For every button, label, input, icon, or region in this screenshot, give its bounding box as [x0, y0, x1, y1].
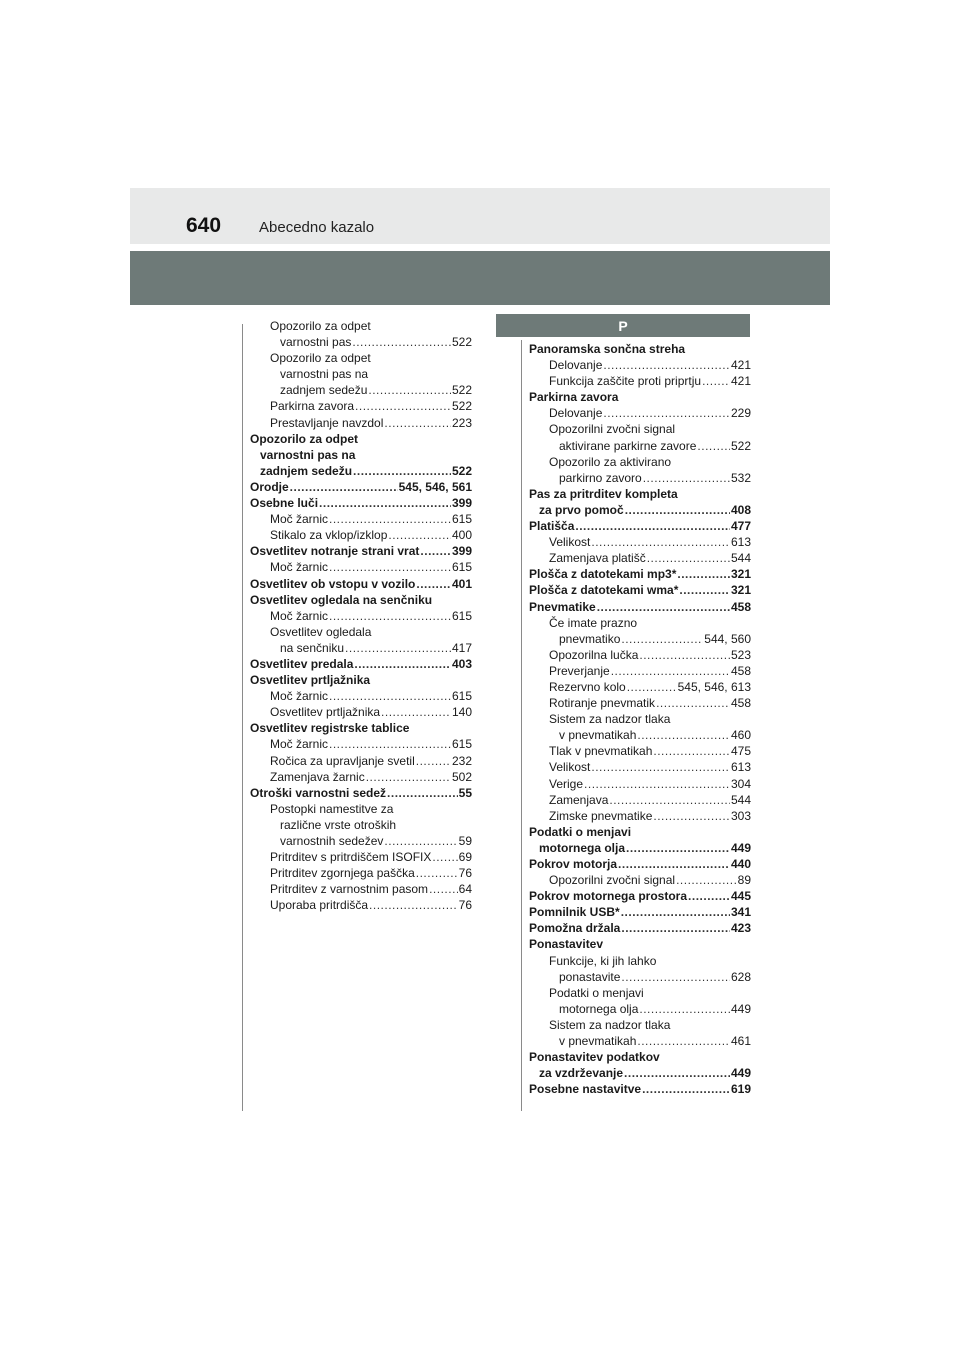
dot-leader — [352, 334, 451, 350]
index-term: Osvetlitev ogledala na senčniku — [250, 592, 433, 607]
index-term: Sistem za nadzor tlaka — [549, 712, 671, 727]
index-term: zadnjem sedežu — [260, 463, 353, 478]
page-reference: 303 — [730, 808, 751, 823]
index-term: Velikost — [549, 535, 591, 550]
index-entry — [250, 753, 472, 769]
index-entry — [250, 479, 472, 495]
dot-leader — [329, 688, 451, 704]
page-reference: 545, 546, 561 — [398, 479, 472, 494]
index-term: Osvetlitev registrske tablice — [250, 721, 410, 736]
dot-leader — [637, 727, 730, 743]
page-reference: 59 — [458, 834, 472, 848]
page-reference: 55 — [458, 785, 472, 800]
dot-leader — [656, 695, 730, 711]
dot-leader — [603, 357, 730, 373]
dot-leader — [432, 849, 457, 865]
index-entry — [250, 350, 472, 398]
dot-leader — [609, 792, 730, 808]
index-term: Rotiranje pnevmatik — [549, 696, 656, 711]
index-entry — [250, 318, 472, 350]
index-term: Uporaba pritrdišča — [270, 898, 369, 913]
index-entry — [529, 759, 751, 775]
index-term: Pas za pritrditev kompleta — [529, 486, 678, 501]
page-reference: 223 — [451, 415, 472, 430]
page-reference: 458 — [730, 663, 751, 678]
index-entry — [529, 808, 751, 824]
dot-leader — [697, 438, 730, 454]
index-entry — [529, 389, 751, 405]
dot-leader — [618, 856, 730, 872]
index-term: Podatki o menjavi — [549, 985, 644, 1000]
index-term: motornega olja — [539, 840, 626, 855]
dot-leader — [597, 599, 730, 615]
index-entry — [529, 1049, 751, 1081]
index-term: Ponastavitev podatkov — [529, 1050, 660, 1065]
page-reference: 522 — [730, 438, 751, 453]
dot-leader — [388, 527, 451, 543]
index-entry — [250, 688, 472, 704]
page-reference: 544 — [730, 551, 751, 566]
index-term: Pritrditev z varnostnim pasom — [270, 882, 429, 897]
index-entry — [529, 566, 751, 582]
page-reference: 400 — [451, 528, 472, 543]
index-term: Prestavljanje navzdol — [270, 415, 384, 430]
index-entry — [529, 582, 751, 598]
index-entry — [529, 920, 751, 936]
page-reference: 458 — [730, 696, 751, 711]
index-entry — [529, 599, 751, 615]
index-entry — [529, 792, 751, 808]
page-reference: 502 — [451, 769, 472, 784]
index-term: motornega olja — [559, 1001, 639, 1016]
index-entry — [529, 936, 751, 952]
index-entry — [250, 592, 472, 608]
dot-leader — [420, 543, 451, 559]
index-entry — [250, 576, 472, 592]
page-reference: 477 — [730, 519, 751, 534]
index-term: ponastavite — [559, 969, 621, 984]
index-entry — [529, 357, 751, 373]
index-entry — [250, 511, 472, 527]
index-term: Moč žarnic — [270, 512, 329, 527]
page-reference: 401 — [451, 576, 472, 591]
index-term: v pnevmatikah — [559, 1034, 637, 1049]
index-term: Delovanje — [549, 358, 603, 373]
index-term: Moč žarnic — [270, 608, 329, 623]
index-entry — [250, 720, 472, 736]
index-term: Moč žarnic — [270, 689, 329, 704]
dot-leader — [416, 865, 458, 881]
index-term: Pomožna držala — [529, 921, 621, 936]
dot-leader — [679, 582, 730, 598]
index-term: za vzdrževanje — [539, 1066, 624, 1081]
dot-leader — [621, 631, 703, 647]
dot-leader — [637, 1033, 730, 1049]
index-term: Otroški varnostni sedež — [250, 785, 387, 800]
page-reference: 321 — [730, 583, 751, 598]
index-entry — [529, 776, 751, 792]
index-term: Opozorilo za aktivirano — [549, 454, 672, 469]
index-term: Če imate prazno — [549, 615, 638, 630]
dot-leader — [688, 888, 730, 904]
index-entry — [250, 736, 472, 752]
index-entry — [250, 881, 472, 897]
index-entry — [250, 431, 472, 479]
page-reference: 615 — [451, 608, 472, 623]
index-term: Osvetlitev ob vstopu v vozilo — [250, 576, 416, 591]
page-reference: 461 — [730, 1034, 751, 1049]
index-term: Pritrditev zgornjega paščka — [270, 866, 415, 881]
dot-leader — [384, 415, 451, 431]
index-term: Osebne luči — [250, 496, 319, 511]
index-entry — [250, 672, 472, 688]
index-entry — [250, 495, 472, 511]
index-term: pnevmatiko — [559, 631, 621, 646]
page-reference: 522 — [451, 335, 472, 350]
dot-leader — [643, 470, 730, 486]
page-reference: 232 — [451, 753, 472, 768]
index-entry — [529, 421, 751, 453]
dot-leader — [353, 463, 451, 479]
page-reference: 76 — [458, 898, 472, 913]
index-entry — [529, 647, 751, 663]
page-reference: 475 — [730, 744, 751, 759]
index-term: Rezervno kolo — [549, 679, 626, 694]
dot-leader — [621, 920, 730, 936]
column-rule-right — [521, 340, 522, 1111]
index-term: v pnevmatikah — [559, 728, 637, 743]
dot-leader — [384, 833, 457, 849]
dot-leader — [584, 776, 730, 792]
dot-leader — [416, 576, 451, 592]
index-term: Opozorilo za odpet — [270, 351, 371, 366]
page-reference: 523 — [730, 647, 751, 662]
dot-leader — [329, 736, 451, 752]
index-entry — [529, 518, 751, 534]
page-reference: 140 — [451, 705, 472, 720]
index-term: na senčniku — [280, 640, 345, 655]
dot-leader — [329, 511, 451, 527]
index-term: varnostni pas na — [280, 367, 369, 382]
index-term: Opozorilni zvočni signal — [549, 422, 676, 437]
index-term: Platišča — [529, 519, 575, 534]
page-reference: 89 — [737, 873, 751, 888]
dot-leader — [387, 785, 458, 801]
dot-leader — [702, 373, 730, 389]
index-entry — [529, 341, 751, 357]
index-term: Zamenjava — [549, 792, 609, 807]
index-entry — [250, 527, 472, 543]
index-entry — [250, 543, 472, 559]
dot-leader — [575, 518, 730, 534]
page-reference: 449 — [730, 840, 751, 855]
page-reference: 341 — [730, 905, 751, 920]
page-reference: 229 — [730, 406, 751, 421]
page-reference: 421 — [730, 358, 751, 373]
section-title: Abecedno kazalo — [259, 219, 375, 236]
header-band — [130, 188, 830, 244]
index-entry — [529, 679, 751, 695]
page-reference: 460 — [730, 728, 751, 743]
index-entry — [250, 801, 472, 849]
dot-leader — [624, 1065, 730, 1081]
dot-leader — [366, 769, 451, 785]
dot-leader — [677, 566, 730, 582]
index-term: Ročica za upravljanje svetil — [270, 753, 415, 768]
index-term: Osvetlitev prtljažnika — [250, 673, 371, 688]
page-reference: 449 — [730, 1066, 751, 1081]
index-entry — [529, 743, 751, 759]
dot-leader — [329, 559, 451, 575]
dot-leader — [603, 405, 730, 421]
column-rule-left — [242, 324, 243, 1111]
dot-leader — [381, 704, 451, 720]
page-reference: 522 — [451, 463, 472, 478]
index-term: Zamenjava platišč — [549, 551, 646, 566]
page-reference: 613 — [730, 535, 751, 550]
dot-leader — [627, 679, 677, 695]
index-term: Moč žarnic — [270, 737, 329, 752]
index-term: Opozorilna lučka — [549, 647, 639, 662]
index-entry — [529, 695, 751, 711]
index-term: Orodje — [250, 479, 289, 494]
index-term: Preverjanje — [549, 663, 610, 678]
index-term: varnostnih sedežev — [280, 834, 384, 848]
dot-leader — [329, 608, 451, 624]
dot-leader — [354, 656, 451, 672]
index-term: Opozorilo za odpet — [270, 319, 371, 333]
page-number: 640 — [186, 214, 222, 237]
index-entry — [250, 849, 472, 865]
dot-leader — [639, 1001, 730, 1017]
index-term: Osvetlitev ogledala — [270, 624, 372, 639]
index-term: Sistem za nadzor tlaka — [549, 1017, 671, 1032]
index-term: Stikalo za vklop/izklop — [270, 528, 388, 543]
index-term: Panoramska sončna streha — [529, 342, 686, 356]
index-term: Ponastavitev — [529, 937, 604, 952]
dot-leader — [591, 759, 730, 775]
dot-leader — [369, 897, 458, 913]
index-entry — [250, 656, 472, 672]
index-entry — [250, 559, 472, 575]
index-entry — [250, 769, 472, 785]
index-entry — [250, 704, 472, 720]
index-entry — [529, 1081, 751, 1097]
index-term: Posebne nastavitve — [529, 1082, 642, 1097]
page-reference: 408 — [730, 502, 751, 517]
dot-leader — [429, 881, 458, 897]
dot-leader — [626, 840, 730, 856]
page-reference: 628 — [730, 969, 751, 984]
index-entry — [529, 856, 751, 872]
index-term: Moč žarnic — [270, 560, 329, 575]
index-entry — [529, 888, 751, 904]
index-entry — [529, 985, 751, 1017]
index-entry — [250, 785, 472, 801]
index-term: zadnjem sedežu — [280, 383, 368, 398]
dot-leader — [625, 502, 730, 518]
dot-leader — [591, 534, 730, 550]
letter-section-header: P — [496, 314, 750, 337]
page-reference: 399 — [451, 496, 472, 511]
page-reference: 532 — [730, 470, 751, 485]
page-reference: 69 — [458, 850, 472, 865]
page-reference: 399 — [451, 544, 472, 559]
index-entry — [250, 398, 472, 414]
page-reference: 545, 546, 613 — [677, 679, 751, 694]
index-entry — [529, 486, 751, 518]
index-term: parkirno zavoro — [559, 470, 642, 485]
index-entry — [529, 373, 751, 389]
dot-leader — [368, 382, 451, 398]
dot-leader — [355, 398, 451, 414]
index-entry — [250, 897, 472, 913]
dot-leader — [345, 640, 451, 656]
index-entry — [529, 550, 751, 566]
dot-leader — [647, 550, 730, 566]
page-reference: 544, 560 — [704, 631, 751, 646]
index-term: Zimske pnevmatike — [549, 808, 653, 823]
index-entry — [529, 615, 751, 647]
dot-leader — [639, 647, 730, 663]
page-reference: 440 — [730, 857, 751, 871]
decorative-band — [130, 251, 830, 305]
index-term: Plošča z datotekami wma* — [529, 583, 679, 598]
index-entry — [529, 405, 751, 421]
dot-leader — [416, 753, 451, 769]
page-reference: 449 — [730, 1001, 751, 1016]
page-reference: 417 — [451, 640, 472, 655]
page-reference: 321 — [730, 567, 751, 582]
index-term: Osvetlitev predala — [250, 656, 354, 671]
page-reference: 522 — [451, 399, 472, 414]
index-column-left — [250, 318, 472, 913]
index-term: Postopki namestitve za — [270, 801, 394, 816]
index-term: Pomnilnik USB* — [529, 905, 620, 920]
index-term: aktivirane parkirne zavore — [559, 438, 697, 453]
dot-leader — [319, 495, 451, 511]
index-term: Opozorilo za odpet — [250, 431, 358, 446]
dot-leader — [621, 969, 730, 985]
index-term: Pnevmatike — [529, 599, 596, 614]
page-reference: 615 — [451, 560, 472, 575]
index-term: Osvetlitev notranje strani vrat — [250, 544, 420, 559]
dot-leader — [621, 904, 730, 920]
page-reference: 615 — [451, 689, 472, 704]
index-entry — [529, 711, 751, 743]
page-reference: 522 — [451, 383, 472, 398]
index-term: različne vrste otroških — [280, 817, 397, 832]
page-reference: 619 — [730, 1082, 751, 1097]
dot-leader — [611, 663, 730, 679]
index-term: Parkirna zavora — [529, 390, 619, 405]
index-term: Parkirna zavora — [270, 399, 355, 414]
page-reference: 458 — [730, 599, 751, 614]
index-term: Plošča z datotekami mp3* — [529, 567, 677, 582]
page-reference: 421 — [730, 374, 751, 389]
page-reference: 615 — [451, 512, 472, 527]
index-term: varnostni pas — [280, 335, 352, 350]
index-term: Delovanje — [549, 406, 603, 421]
index-entry — [529, 904, 751, 920]
dot-leader — [290, 479, 398, 495]
dot-leader — [653, 743, 730, 759]
index-term: Funkcija zaščite proti priprtju — [549, 374, 702, 389]
page-reference: 64 — [458, 882, 472, 897]
index-term: varnostni pas na — [260, 447, 356, 462]
page-reference: 403 — [451, 656, 472, 671]
index-entry — [529, 663, 751, 679]
index-column-right — [529, 341, 751, 1097]
page-reference: 613 — [730, 760, 751, 775]
index-term: Tlak v pnevmatikah — [549, 744, 653, 759]
index-entry — [250, 415, 472, 431]
index-term: Verige — [549, 776, 584, 791]
index-term: Pokrov motornega prostora — [529, 889, 688, 904]
index-entry — [529, 953, 751, 985]
index-entry — [250, 608, 472, 624]
index-term: Osvetlitev prtljažnika — [270, 705, 381, 720]
index-term: za prvo pomoč — [539, 502, 624, 517]
index-term: Pritrditev s pritrdiščem ISOFIX — [270, 850, 432, 865]
index-entry — [529, 454, 751, 486]
dot-leader — [653, 808, 730, 824]
index-entry — [529, 872, 751, 888]
dot-leader — [642, 1081, 730, 1097]
index-term: Velikost — [549, 760, 591, 775]
index-entry — [250, 865, 472, 881]
index-entry — [529, 534, 751, 550]
index-term: Pokrov motorja — [529, 857, 618, 871]
dot-leader — [676, 872, 737, 888]
index-entry — [529, 1017, 751, 1049]
index-term: Funkcije, ki jih lahko — [549, 953, 657, 968]
index-term: Zamenjava žarnic — [270, 769, 365, 784]
page-reference: 304 — [730, 776, 751, 791]
page-reference: 544 — [730, 792, 751, 807]
page-reference: 445 — [730, 889, 751, 904]
index-term: Opozorilni zvočni signal — [549, 873, 676, 888]
page-reference: 76 — [458, 866, 472, 881]
page-reference: 423 — [730, 921, 751, 936]
index-entry — [529, 824, 751, 856]
page-reference: 615 — [451, 737, 472, 752]
index-term: Podatki o menjavi — [529, 824, 632, 839]
index-entry — [250, 624, 472, 656]
